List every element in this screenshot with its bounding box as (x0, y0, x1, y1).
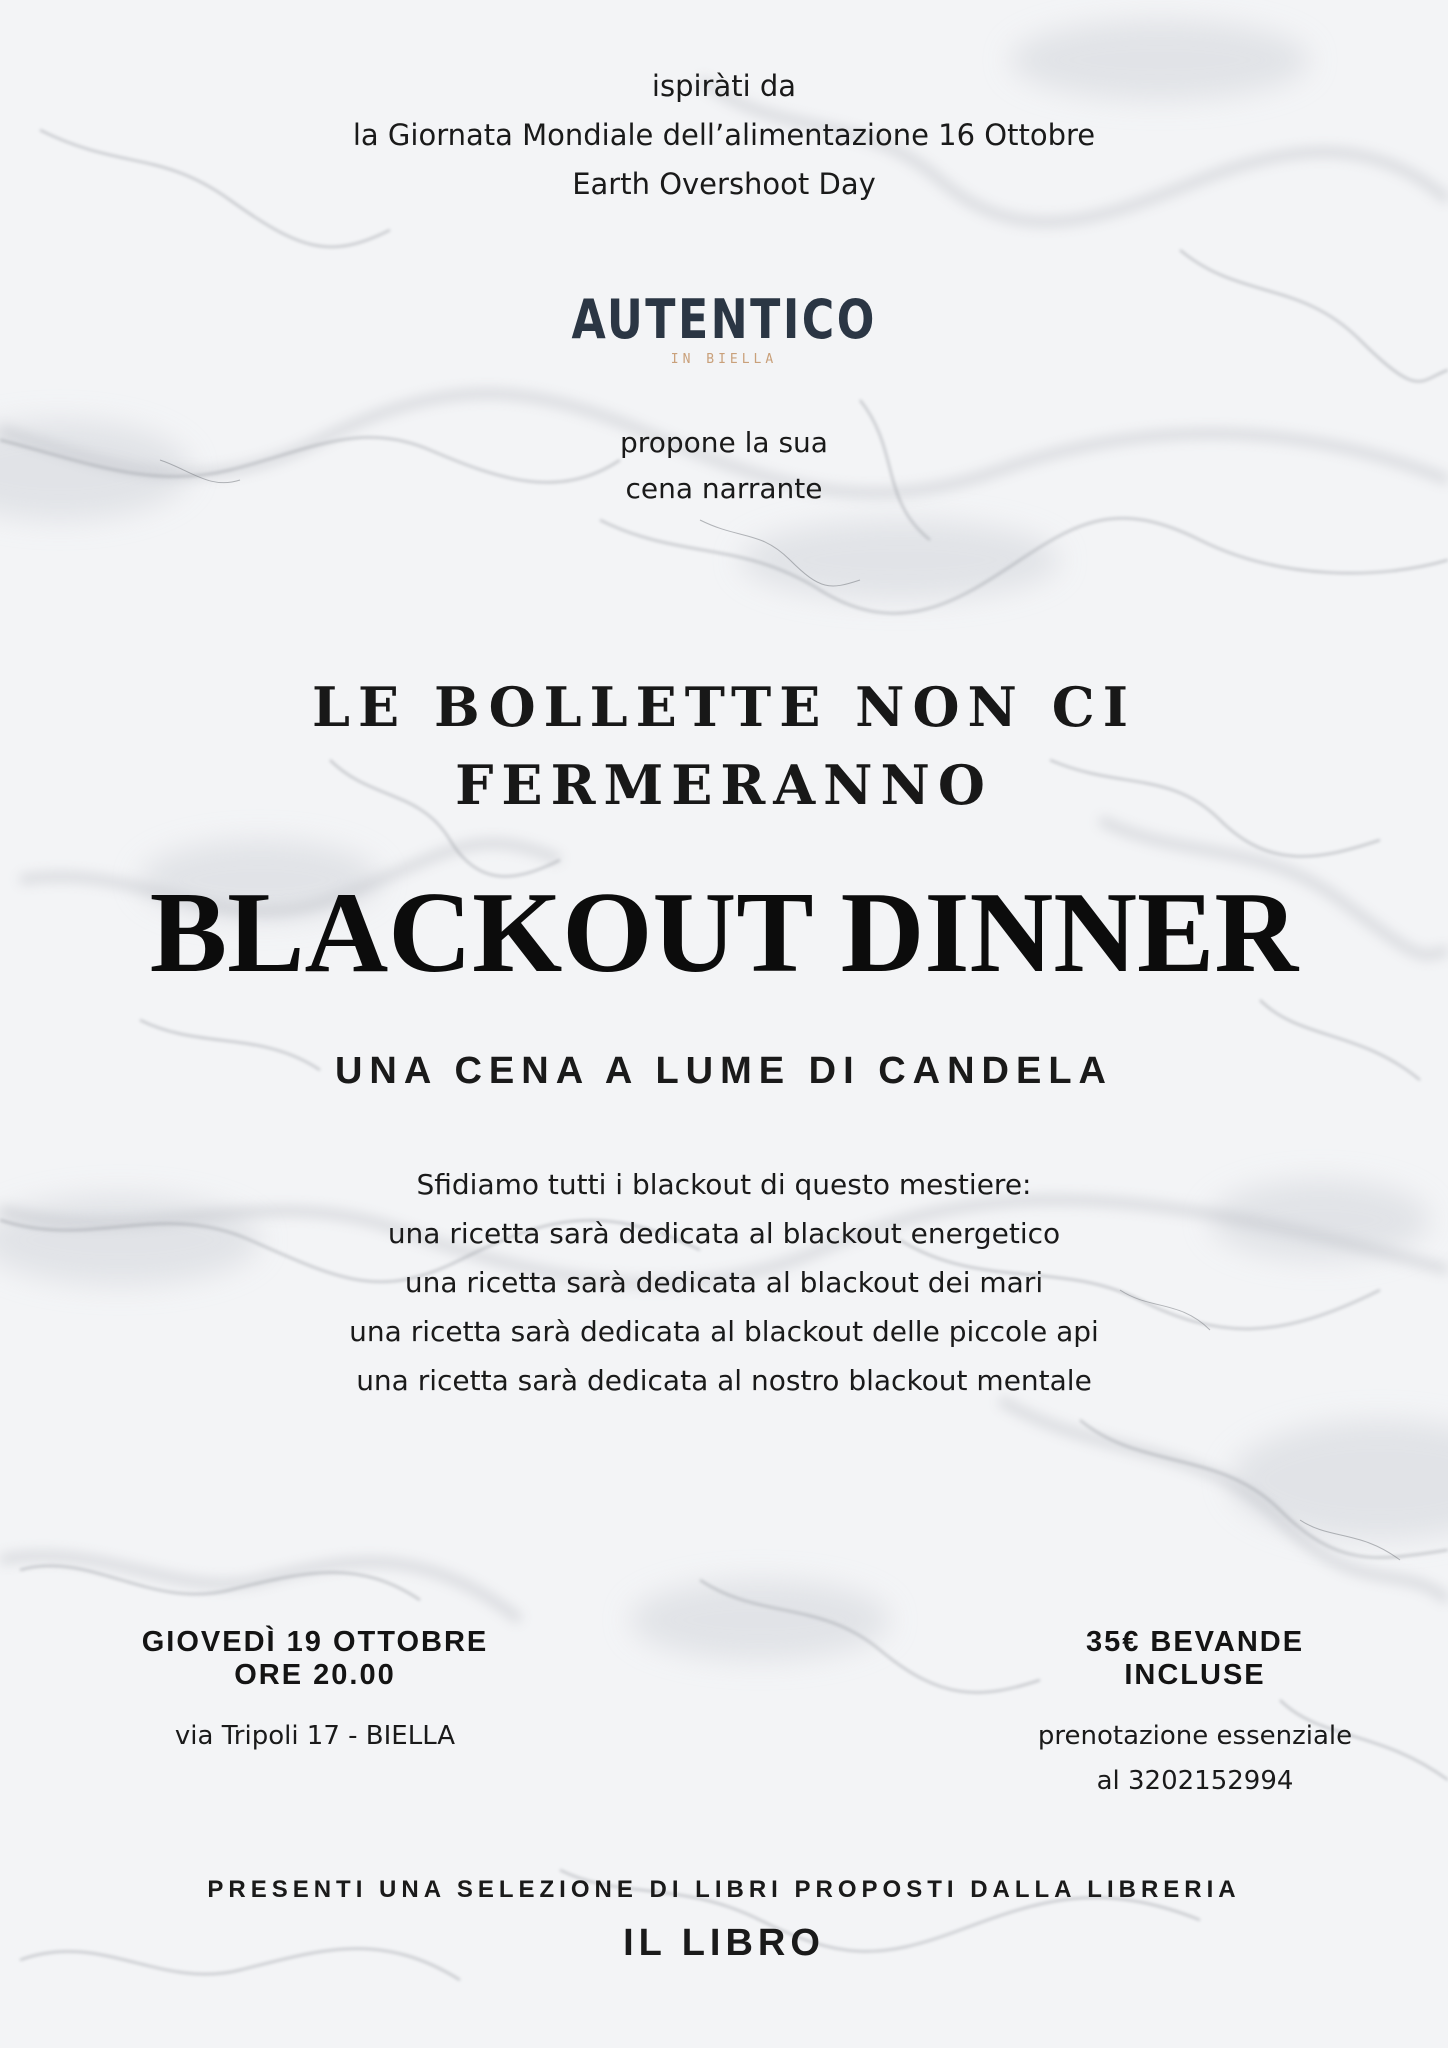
propone-line-2: cena narrante (625, 472, 823, 505)
event-date: GIOVEDÌ 19 OTTOBRE (141, 1626, 489, 1658)
recipes-line: una ricetta sarà dedicata al blackout delle piccole api (349, 1315, 1099, 1348)
price-line-2: INCLUSE (1124, 1659, 1266, 1691)
recipes-line: Sfidiamo tutti i blackout di questo mestiere: (416, 1168, 1032, 1201)
propone-line-1: propone la sua (620, 426, 828, 459)
subtitle-line-2: FERMERANNO (455, 753, 993, 817)
intro-line-2: la Giornata Mondiale dell’alimentazione 16 Ottobre (352, 118, 1096, 152)
recipes-line: una ricetta sarà dedicata al blackout dei mari (404, 1266, 1044, 1299)
intro-block (0, 62, 1448, 209)
bookstore-name: IL LIBRO (623, 1922, 825, 1964)
event-details (100, 1626, 530, 1759)
intro-line-3: Earth Overshoot Day (572, 167, 876, 201)
logo-wordmark: AUTENTICO (571, 288, 877, 351)
main-title: BLACKOUT DINNER (149, 869, 1299, 997)
intro-line-1: ispiràti da (651, 69, 797, 103)
event-time: ORE 20.00 (234, 1659, 396, 1691)
recipes-line: una ricetta sarà dedicata al blackout energetico (387, 1217, 1061, 1250)
booking-line-1: prenotazione essenziale (1037, 1721, 1353, 1751)
autentico-logo (0, 290, 1448, 367)
books-note: PRESENTI UNA SELEZIONE DI LIBRI PROPOSTI DALLA LIBRERIA (207, 1876, 1241, 1903)
price-line-1: 35€ BEVANDE (1085, 1626, 1305, 1658)
recipes-list (0, 1160, 1448, 1405)
subtitle-line-1: LE BOLLETTE NON CI (312, 675, 1136, 739)
logo-subtitle: IN BIELLA (670, 352, 778, 367)
event-address: via Tripoli 17 - BIELLA (174, 1721, 456, 1751)
booking-info (1000, 1714, 1390, 1804)
booking-phone: al 3202152994 (1096, 1766, 1294, 1796)
price-details (1000, 1626, 1390, 1804)
recipes-line: una ricetta sarà dedicata al nostro blackout mentale (356, 1364, 1092, 1397)
subtitle-heading (0, 668, 1448, 824)
propone-block (0, 420, 1448, 512)
tagline: UNA CENA A LUME DI CANDELA (334, 1050, 1113, 1092)
